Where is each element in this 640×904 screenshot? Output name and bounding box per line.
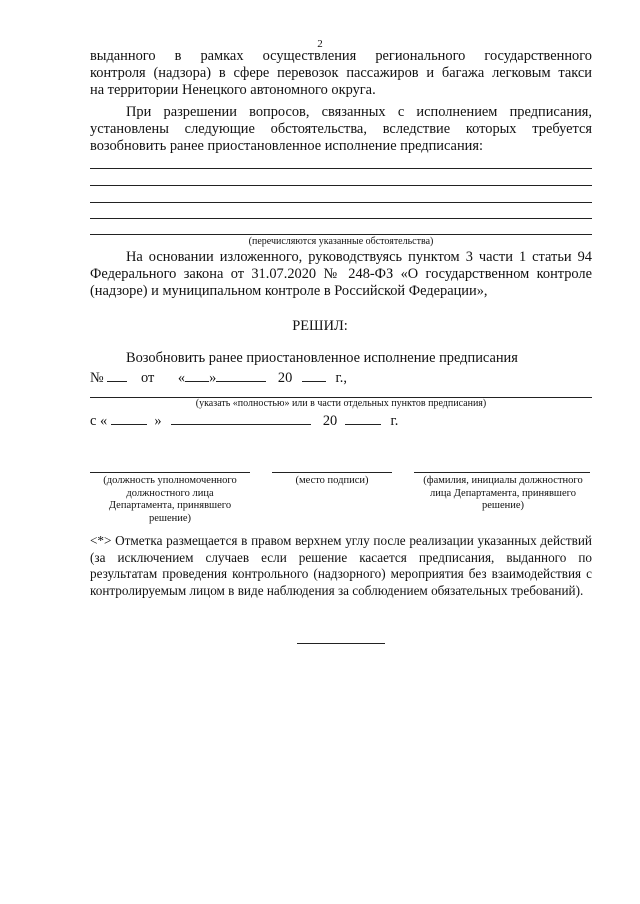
resume-from: с «: [90, 413, 108, 429]
closing-separator: [297, 643, 385, 644]
resume-month-blank: [171, 411, 311, 425]
year-suffix: г.,: [335, 370, 347, 386]
day-blank: [185, 368, 209, 382]
fill-line: [90, 185, 592, 186]
circumstances-caption: (перечисляются указанные обстоятельства): [248, 236, 434, 247]
year-blank: [302, 368, 326, 382]
resume-date-row: [90, 411, 398, 430]
place-caption: (место подписи): [295, 475, 369, 486]
intro-paragraph: [90, 48, 592, 99]
resume-year-suffix: г.: [390, 413, 399, 429]
intro-line-1: выданного в рамках осуществления регионального государственного: [90, 48, 592, 64]
fill-line: [90, 234, 592, 235]
decision-line: Возобновить ранее приостановленное исполнение предписания: [126, 350, 518, 366]
quote-open: «: [177, 370, 186, 386]
order-number-row: [90, 368, 347, 387]
fill-line: [90, 168, 592, 169]
quote-close: »: [209, 370, 217, 386]
intro-line-3: на территории Ненецкого автономного округа.: [90, 82, 376, 98]
fill-line: [90, 202, 592, 203]
basis-paragraph: На основании изложенного, руководствуясь пунктом 3 части 1 статьи 94 Федерального закона от 31.07.2020 № 248-ФЗ «О государственном контроле (надзоре) и муниципальном контроле в Российской Федерации»,: [90, 249, 592, 299]
position-line: [90, 472, 250, 473]
number-sign: №: [90, 370, 104, 386]
resume-day-blank: [111, 411, 147, 425]
order-number-blank: [107, 368, 127, 382]
year-prefix: 20: [277, 370, 293, 386]
circumstances-paragraph: При разрешении вопросов, связанных с исполнением предписания, установлены следующие обстоятельства, вследствие которых требуется возобновить ранее приостановленное исполнение предписания:: [90, 104, 592, 154]
footnote: <*> Отметка размещается в правом верхнем углу после реализации указанных действий (за исключением случаев если решение касается предписания, выданного по результатам проведения контрольного (надзорного) мероприятия без взаимодействия с контролируемым лицом в виде наблюдения за соблюдением обязательных требований).: [90, 533, 592, 598]
intro-line-2: контроля (надзора) в сфере перевозок пассажиров и багажа легковым такси: [90, 65, 592, 81]
page-number: 2: [317, 38, 323, 50]
place-line: [272, 472, 392, 473]
scope-caption: (указать «полностью» или в части отдельных пунктов предписания): [195, 398, 487, 409]
month-blank: [216, 368, 266, 382]
resume-year-blank: [345, 411, 381, 425]
name-caption: (фамилия, инициалы должностного лица Департамента, принявшего решение): [423, 475, 583, 511]
position-caption: (должность уполномоченного должностного лица Департамента, принявшего решение): [103, 475, 237, 524]
decision-heading: РЕШИЛ:: [292, 318, 348, 334]
from-word: от: [140, 370, 155, 386]
fill-line: [90, 218, 592, 219]
resume-quote-close: »: [154, 413, 162, 429]
name-line: [414, 472, 590, 473]
resume-year-prefix: 20: [322, 413, 338, 429]
